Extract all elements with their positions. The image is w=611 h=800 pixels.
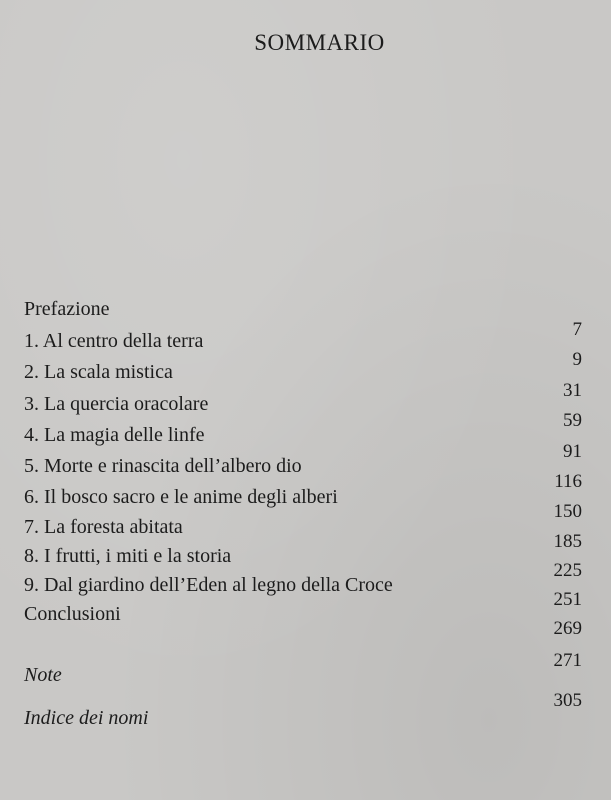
- page-number: 7: [572, 319, 582, 340]
- page-number: 251: [553, 589, 582, 610]
- page-number: 269: [553, 618, 582, 639]
- toc-entry-prefazione: Prefazione: [24, 298, 110, 320]
- toc-entry-chapter-6: 6. Il bosco sacro e le anime degli alberi: [24, 486, 338, 508]
- toc-entry-chapter-8: 8. I frutti, i miti e la storia: [24, 545, 232, 567]
- page-number: 9: [572, 349, 582, 370]
- page-number: 225: [553, 560, 582, 581]
- page-number: 271: [553, 650, 582, 671]
- toc-entry-chapter-7: 7. La foresta abitata: [24, 516, 183, 538]
- page-title: SOMMARIO: [254, 30, 385, 55]
- page-number: 185: [553, 531, 582, 552]
- toc-entry-chapter-9: 9. Dal giardino dell’Eden al legno della Croce: [24, 574, 393, 596]
- page-number: 31: [563, 380, 582, 401]
- page-number: 150: [553, 501, 582, 522]
- toc-entry-chapter-4: 4. La magia delle linfe: [24, 424, 205, 446]
- toc-entry-conclusioni: Conclusioni: [24, 603, 121, 625]
- toc-entry-indice-dei-nomi: Indice dei nomi: [24, 707, 149, 729]
- toc-entry-chapter-5: 5. Morte e rinascita dell’albero dio: [24, 455, 302, 477]
- toc-entry-chapter-3: 3. La quercia oracolare: [24, 393, 209, 415]
- page-number: 59: [563, 410, 582, 431]
- page-number: 91: [563, 441, 582, 462]
- page-number: 116: [554, 471, 582, 492]
- toc-entry-note: Note: [24, 664, 62, 686]
- toc-entry-chapter-1: 1. Al centro della terra: [24, 330, 204, 352]
- toc-entry-chapter-2: 2. La scala mistica: [24, 361, 173, 383]
- page-number: 305: [553, 690, 582, 711]
